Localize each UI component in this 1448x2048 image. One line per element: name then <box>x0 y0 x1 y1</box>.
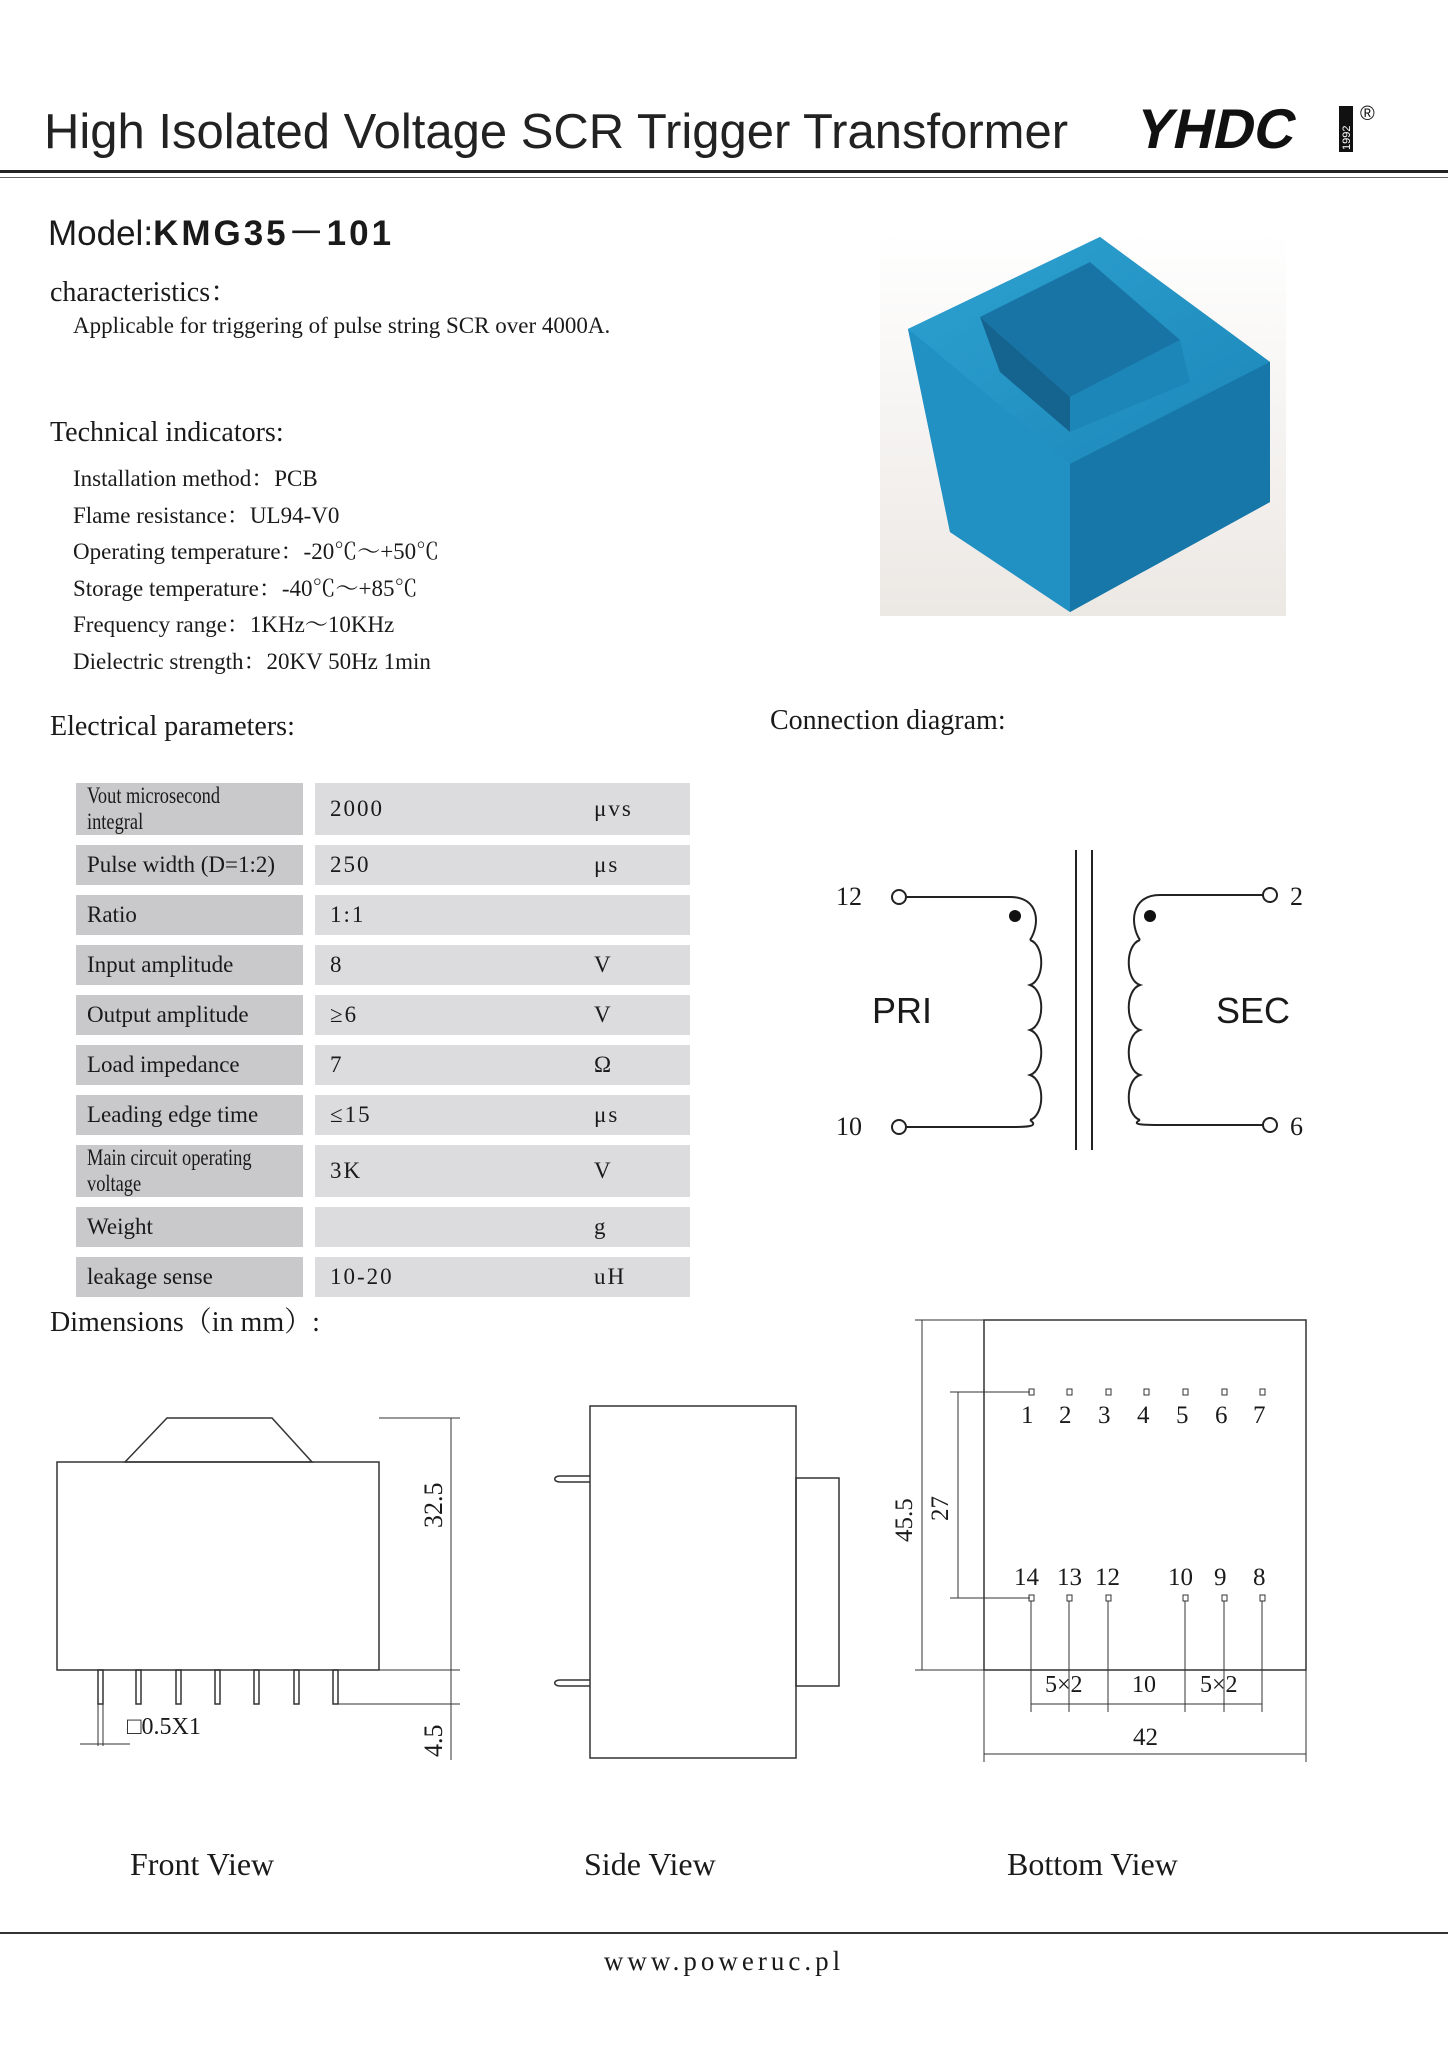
pin-number: 8 <box>1253 1564 1266 1591</box>
table-row <box>76 1145 690 1197</box>
pin-label: 12 <box>836 882 862 911</box>
model-label: Model: <box>48 214 154 253</box>
param-unit: V <box>594 995 690 1035</box>
pin-number: 1 <box>1021 1402 1034 1429</box>
param-value: 250 <box>315 845 594 885</box>
brand-logo <box>1124 98 1384 158</box>
table-row <box>76 1045 690 1085</box>
pin-size-label: □0.5X1 <box>127 1714 201 1740</box>
pin-number: 5 <box>1176 1402 1189 1429</box>
param-unit: V <box>594 945 690 985</box>
pin-number: 2 <box>1059 1402 1072 1429</box>
pin-spacing-left: 5×2 <box>1045 1672 1083 1698</box>
total-height-dimension: 45.5 <box>891 1498 918 1542</box>
param-unit: V <box>594 1145 690 1197</box>
electrical-table <box>76 773 690 1307</box>
param-unit: g <box>594 1207 690 1247</box>
table-row <box>76 1207 690 1247</box>
footer-rule <box>0 1932 1448 1934</box>
pin-length-dimension: 4.5 <box>419 1724 448 1757</box>
model-line <box>48 206 394 256</box>
table-row <box>76 995 690 1035</box>
table-row <box>76 845 690 885</box>
param-name: Output amplitude <box>76 995 303 1035</box>
tech-line: Flame resistance：UL94-V0 <box>73 503 340 528</box>
table-row <box>76 1095 690 1135</box>
product-photo <box>880 232 1286 616</box>
param-unit: μs <box>594 845 690 885</box>
table-row <box>76 945 690 985</box>
front-view-label: Front View <box>130 1846 275 1882</box>
tech-line: Storage temperature：-40℃～+85℃ <box>73 576 418 601</box>
param-value: 1:1 <box>315 895 594 935</box>
param-value: 7 <box>315 1045 594 1085</box>
total-width-dimension: 42 <box>1133 1724 1158 1751</box>
param-name: Pulse width (D=1:2) <box>76 845 303 885</box>
logo-text: YHDC <box>1130 98 1303 158</box>
param-value: 8 <box>315 945 594 985</box>
param-name: Main circuit operating voltage <box>87 1145 252 1196</box>
param-unit <box>594 895 690 935</box>
pin-row-gap-dimension: 27 <box>927 1496 954 1521</box>
pri-label: PRI <box>872 990 933 1031</box>
header-rule <box>0 170 1448 173</box>
pin-number: 4 <box>1137 1402 1150 1429</box>
param-unit: Ω <box>594 1045 690 1085</box>
connection-heading: Connection diagram: <box>770 705 1006 736</box>
characteristics-heading: characteristics： <box>50 277 239 308</box>
page-title: High Isolated Voltage SCR Trigger Transformer <box>44 105 1069 159</box>
technical-heading: Technical indicators: <box>50 417 284 448</box>
model-value: KMG35－101 <box>153 214 395 253</box>
logo-year: 1992 <box>1341 125 1353 150</box>
electrical-heading: Electrical parameters: <box>50 711 295 742</box>
tech-line: Frequency range：1KHz～10KHz <box>73 612 395 637</box>
pin-number: 12 <box>1095 1564 1120 1591</box>
param-name: leakage sense <box>76 1257 303 1297</box>
param-unit: uH <box>594 1257 690 1297</box>
pin-number: 6 <box>1215 1402 1228 1429</box>
footer-url[interactable]: www.poweruc.pl <box>603 1946 845 1976</box>
param-value: 2000 <box>315 783 594 835</box>
param-value <box>315 1207 594 1247</box>
param-name: Ratio <box>76 895 303 935</box>
header-rule-thin <box>0 177 1448 178</box>
param-value: ≥6 <box>315 995 594 1035</box>
characteristics-text: Applicable for triggering of pulse string SCR over 4000A. <box>73 313 611 338</box>
param-unit: μvs <box>594 783 690 835</box>
tech-line: Operating temperature：-20℃～+50℃ <box>73 539 440 564</box>
table-row <box>76 1257 690 1297</box>
pin-number: 14 <box>1014 1564 1039 1591</box>
table-row <box>76 895 690 935</box>
pin-number: 9 <box>1214 1564 1227 1591</box>
param-name: Load impedance <box>76 1045 303 1085</box>
pin-number: 3 <box>1098 1402 1111 1429</box>
bottom-view-label: Bottom View <box>1007 1846 1178 1882</box>
pin-number: 13 <box>1057 1564 1082 1591</box>
param-name: Weight <box>76 1207 303 1247</box>
pin-label: 2 <box>1290 882 1303 911</box>
pin-label: 6 <box>1290 1112 1303 1141</box>
height-dimension: 32.5 <box>419 1482 448 1528</box>
pin-label: 10 <box>836 1112 862 1141</box>
pin-spacing-right: 5×2 <box>1200 1672 1238 1698</box>
registered-mark: ® <box>1360 103 1375 125</box>
param-value: ≤15 <box>315 1095 594 1135</box>
tech-line: Dielectric strength：20KV 50Hz 1min <box>73 649 431 674</box>
tech-line: Installation method：PCB <box>73 466 318 491</box>
dimensions-heading: Dimensions（in mm）: <box>50 1307 320 1338</box>
param-value: 3K <box>315 1145 594 1197</box>
param-value: 10-20 <box>315 1257 594 1297</box>
param-unit: μs <box>594 1095 690 1135</box>
side-view-label: Side View <box>584 1846 716 1882</box>
param-name: Vout microsecond integral <box>87 783 221 834</box>
table-row <box>76 783 690 835</box>
param-name: Leading edge time <box>76 1095 303 1135</box>
pin-spacing-mid: 10 <box>1132 1672 1156 1698</box>
pin-number: 10 <box>1168 1564 1193 1591</box>
sec-label: SEC <box>1216 990 1291 1031</box>
param-name: Input amplitude <box>76 945 303 985</box>
pin-number: 7 <box>1253 1402 1266 1429</box>
